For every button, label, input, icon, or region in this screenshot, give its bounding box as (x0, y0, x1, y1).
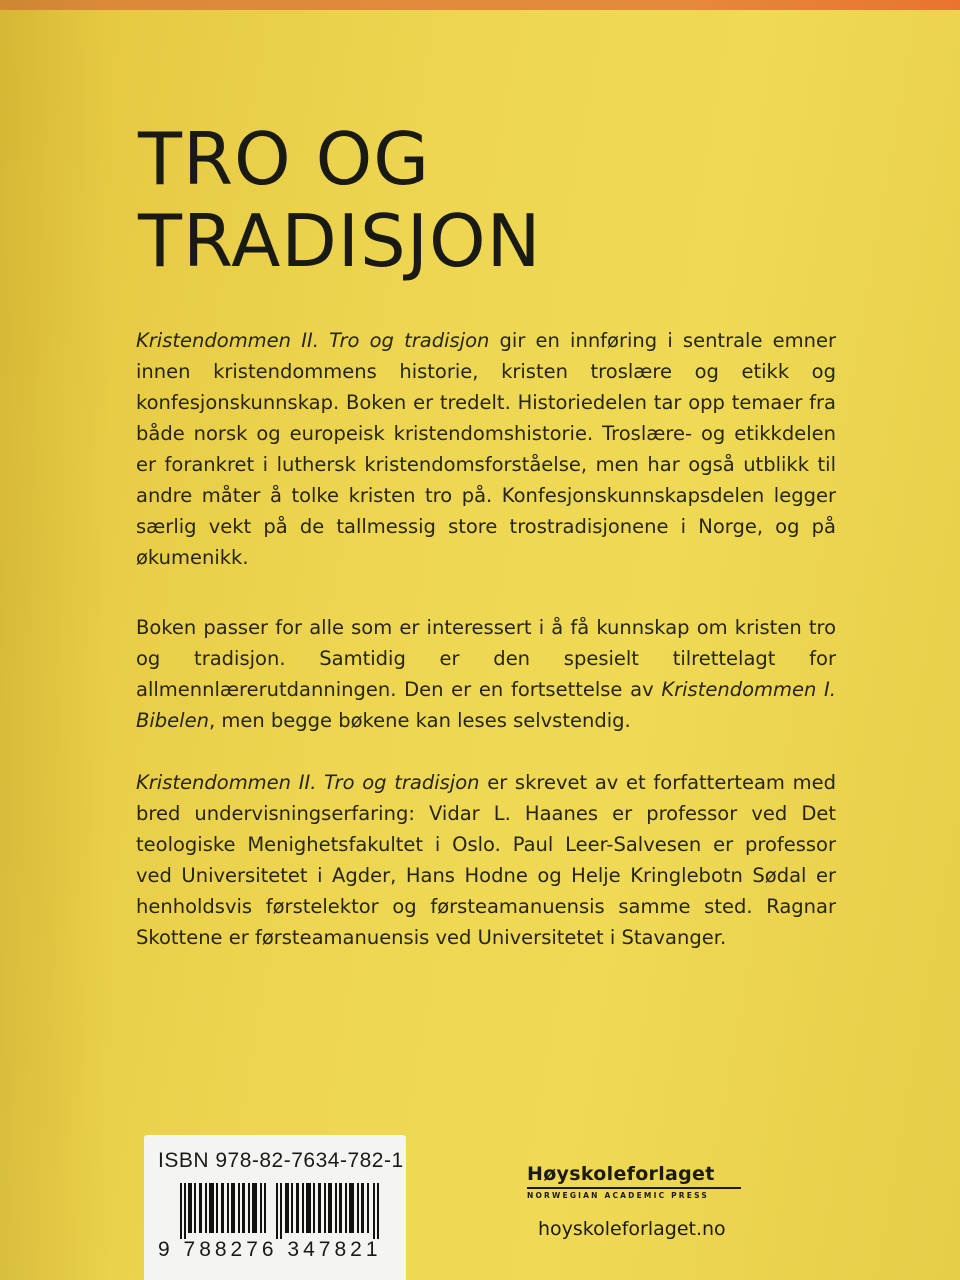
isbn-number: ISBN 978-82-7634-782-1 (158, 1149, 404, 1172)
publisher-logo: Høyskoleforlaget (527, 1163, 715, 1185)
cover-shadow (0, 0, 110, 1280)
title-line-2: TRADISJON (138, 199, 542, 283)
book-title (138, 118, 542, 282)
paragraph-2-text-before: Boken passer for alle som er interessert i å få kunnskap om kristen tro og tradisjon. Samtidig er den spesielt tilrettelagt for allmennlærerutdanningen. Den er en fortsettelse av (136, 616, 836, 701)
paragraph-3-text: er skrevet av et forfatterteam med bred undervisningserfaring: Vidar L. Haanes er professor ved Det teologiske Menighetsfakultet i Oslo. Paul Leer-Salvesen er professor ved Universitetet i Agder, Hans Hodne og Helje Kringlebotn Sødal er henholdsvis førstelektor og førsteamanuensis samme sted. Ragnar Skottene er førsteamanuensis ved Universitetet i Stavanger. (136, 771, 836, 949)
book-name-italic: Kristendommen II. Tro og tradisjon (136, 771, 480, 794)
publisher-url: hoyskoleforlaget.no (538, 1218, 726, 1240)
paragraph-2-text-after: , men begge bøkene kan leses selvstendig. (208, 709, 631, 732)
isbn-barcode-label (144, 1135, 406, 1280)
authors-paragraph (136, 767, 836, 953)
title-line-1: TRO OG (138, 117, 431, 201)
book-name-italic: Kristendommen II. Tro og tradisjon (136, 329, 490, 352)
barcode-icon (180, 1183, 380, 1239)
cover-edge-strip (0, 0, 960, 10)
description-paragraph-2 (136, 612, 836, 736)
previous-book-italic: Kristendommen I. Bibelen (136, 678, 836, 732)
description-paragraph-1 (136, 325, 836, 573)
publisher-logo-rule (527, 1187, 741, 1189)
barcode-digits: 9 788276 347821 (158, 1238, 382, 1261)
publisher-subtitle: NORWEGIAN ACADEMIC PRESS (527, 1191, 709, 1200)
paragraph-1-text: gir en innføring i sentrale emner innen kristendommens historie, kristen troslære og etikk og konfesjonskunnskap. Boken er tredelt. Historiedelen tar opp temaer fra både norsk og europeisk kristendomshistorie. Troslære- og etikkdelen er forankret i luthersk kristendomsforståelse, men har også utblikk til andre måter å tolke kristen tro på. Konfesjonskunnskapsdelen legger særlig vekt på de tallmessig store trostradisjonene i Norge, og på økumenikk. (136, 329, 836, 569)
